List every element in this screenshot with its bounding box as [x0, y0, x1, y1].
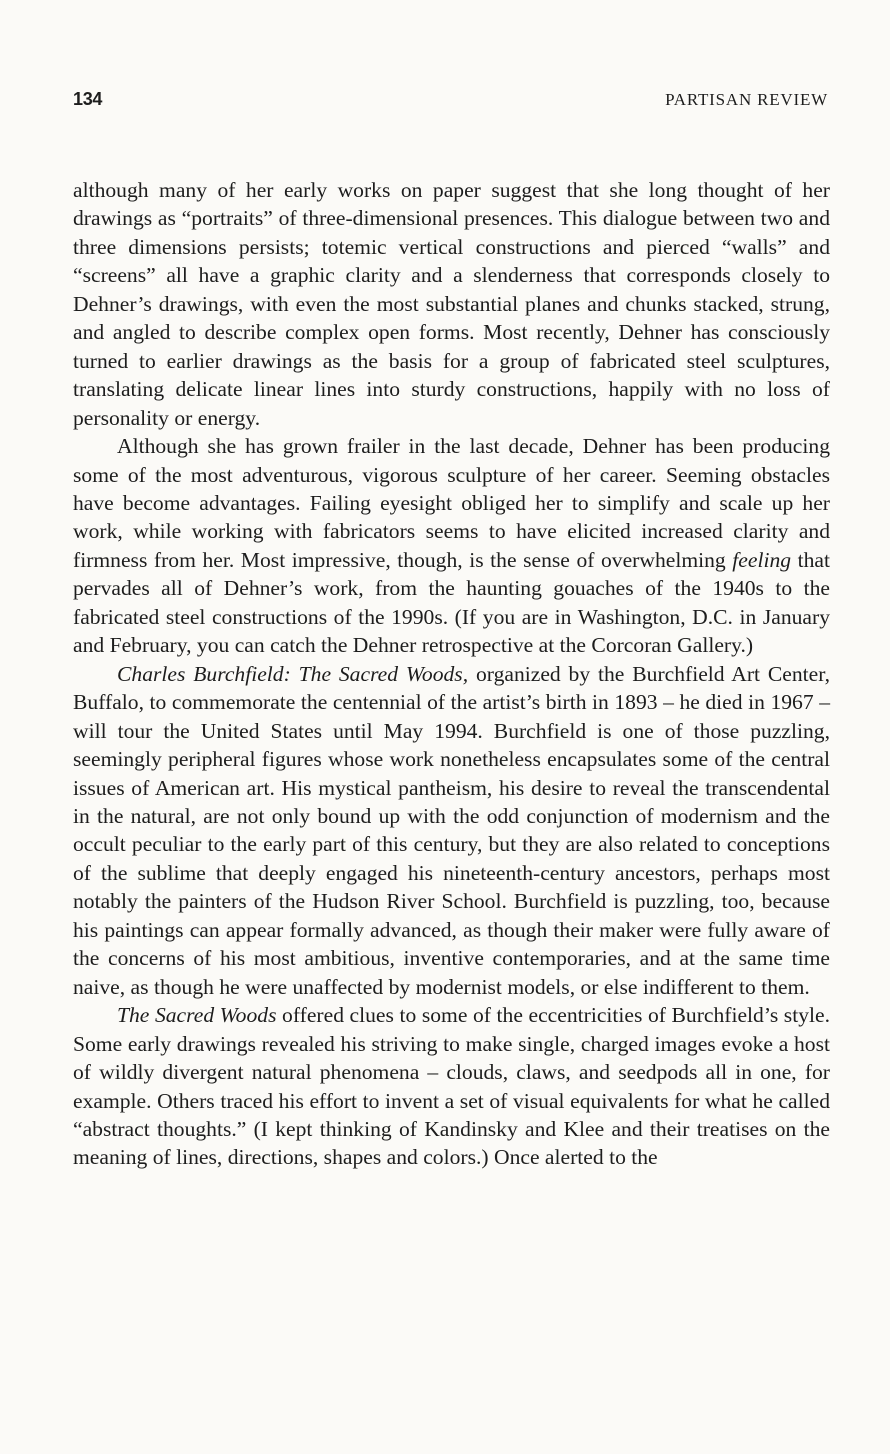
emphasis-feeling: feeling: [732, 547, 792, 572]
paragraph-4: [73, 1001, 830, 1172]
page-number: 134: [73, 89, 103, 109]
paragraph-2-text-after: that pervades all of Dehner’s work, from the haunting gouaches of the 1940s to the fabricated steel constructions of the 1990s. (If you are in Washington, D.C. in January and February, you can catch the Dehner retrospective at the Corcoran Gallery.): [73, 547, 831, 658]
running-head: PARTISAN REVIEW: [665, 90, 828, 109]
article-body: [73, 176, 830, 1172]
page-header: [73, 89, 828, 110]
paragraph-2-text-before: Although she has grown frailer in the last decade, Dehner has been producing some of the most adventurous, vigorous sculpture of her career. Seeming obstacles have become advantages. Failing eyesight obliged her to simplify and scale up her work, while working with fabricators seems to have elicited increased clarity and firmness from her. Most impressive, though, is the sense of overwhelming: [73, 434, 830, 572]
paragraph-2: [73, 432, 830, 660]
paragraph-3: [73, 660, 830, 1001]
paragraph-1-text: although many of her early works on paper suggest that she long thought of her drawings as “portraits” of three-dimensional presences. This dialogue between two and three dimensions persists; totemic vertical constructions and pierced “walls” and “screens” all have a graphic clarity and a slenderness that corresponds closely to Dehner’s drawings, with even the most substantial planes and chunks stacked, strung, and angled to describe complex open forms. Most recently, Dehner has consciously turned to earlier drawings as the basis for a group of fabricated steel sculptures, translating delicate linear lines into sturdy constructions, happily with no loss of personality or energy.: [73, 178, 830, 430]
exhibition-title-burchfield: Charles Burchfield: The Sacred Woods,: [117, 661, 469, 686]
exhibition-title-sacred-woods: The Sacred Woods: [117, 1003, 277, 1028]
paragraph-1: [73, 176, 830, 432]
paragraph-4-text: offered clues to some of the eccentricities of Burchfield’s style. Some early drawings revealed his striving to make single, charged images evoke a host of wildly divergent natural phenomena – clouds, claws, and seedpods all in one, for example. Others traced his effort to invent a set of visual equivalents for what he called “abstract thoughts.” (I kept thinking of Kandinsky and Klee and their treatises on the meaning of lines, directions, shapes and colors.) Once alerted to the: [73, 1003, 830, 1170]
paragraph-3-text: organized by the Burchfield Art Center, Buffalo, to commemorate the centennial of the artist’s birth in 1893 – he died in 1967 – will tour the United States until May 1994. Burchfield is one of those puzzling, seemingly peripheral figures whose work nonetheless encapsulates some of the central issues of American art. His mystical pantheism, his desire to reveal the transcendental in the natural, are not only bound up with the odd conjunction of modernism and the occult peculiar to the early part of this century, but they are also related to conceptions of the sublime that deeply engaged his nineteenth-century ancestors, perhaps most notably the painters of the Hudson River School. Burchfield is puzzling, too, because his paintings can appear formally advanced, as though their maker were fully aware of the concerns of his most ambitious, inventive contemporaries, and at the same time naive, as though he were unaffected by modernist models, or else indifferent to them.: [73, 661, 830, 999]
